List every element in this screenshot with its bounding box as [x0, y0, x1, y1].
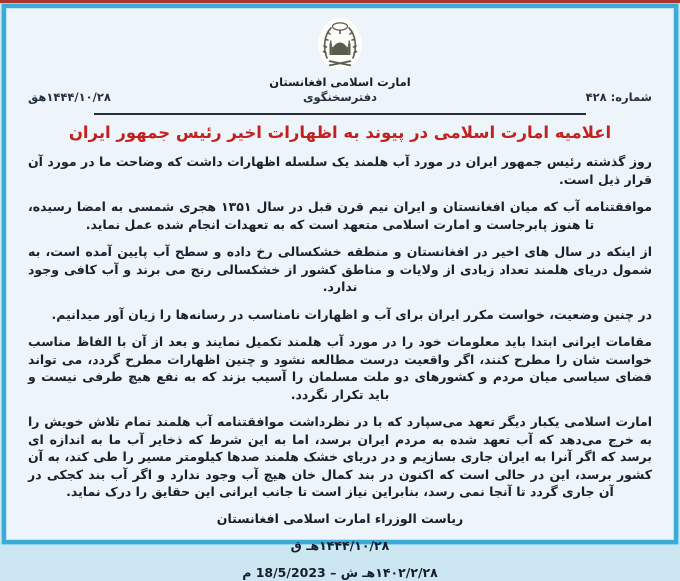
paragraph-5: مقامات ایرانی ابتدا باید معلومات خود را در مورد آب هلمند تکمیل نمایند و بعد از آن با الفاظ مناسب خواست شان را مطرح کنند، اگر واقعیت درست مطالعه نشود و چنین اظهارات مطرح گردد، می تواند فضای سیاسی میان مردم و کشورهای دو ملت مسلمان را آسیب بزند که به نفع هیچ طرفی نیست و باید تکرار نگردد.	[28, 334, 652, 402]
emblem-container	[28, 8, 652, 72]
islamic-emirate-emblem-icon	[317, 17, 363, 71]
org-name: امارت اسلامی افغانستان	[269, 75, 411, 89]
letter-number: شماره: ۴۲۸	[585, 90, 652, 104]
document-frame	[2, 4, 678, 580]
paragraph-3: از اینکه در سال های اخیر در افغانستان و منطقه خشکسالی رخ داده و سطح آب پایین آمده است، به شمول دریای هلمند تعداد زیادی از ولایات و مناطق کشور از خشکسالی رنج می برند و آب کافی وجود ندارد.	[28, 244, 652, 294]
spokesman-office-label: دفترسخنگوی	[303, 90, 378, 104]
paragraph-6: امارت اسلامی یکبار دیگر تعهد می‌سپارد که با در نظرداشت موافقتنامه آب هلمند تمام تلاش خویش را به خرج می‌دهد که آب تعهد شده به مردم ایران برسد، اما به این شرط که ذخایر آب ما به اندازه ای برسد که اگر آنرا به ایران جاری بسازیم و در دریای خشک هلمند صدها کیلومتر مسیر را طی کند، به آن کشور برسد، این در حالی است که اکنون در بند کمال خان هیچ آب وجود ندارد و اگر آب بند کجکی در آن جاری گردد تا آنجا نمی رسد، بنابراین نیاز است تا جانب ایرانی این حقایق را درک نماید.	[28, 414, 652, 499]
paragraph-2: موافقتنامه آب که میان افغانستان و ایران نیم قرن قبل در سال ۱۳۵۱ هجری شمسی به امضا رسیده، تا هنوز پابرجاست و امارت اسلامی متعهد است که به تعهدات انجام شده عمل نماید.	[28, 199, 652, 232]
paragraph-4: در چنین وضعیت، خواست مکرر ایران برای آب و اظهارات نامناسب در رسانه‌ها را زیان آور میدانیم.	[51, 306, 652, 322]
signature-line: ریاست الوزراء امارت اسلامی افغانستان	[216, 510, 464, 526]
document-content	[6, 8, 674, 580]
footer-date-hijri-qamari: ۱۴۴۴/۱۰/۲۸هـ ق	[290, 537, 390, 553]
letter-date-hijri: ۱۴۴۴/۱۰/۲۸هق	[28, 90, 111, 104]
top-red-strip	[0, 0, 680, 3]
statement-body	[28, 153, 652, 501]
footer-date-shamsi-gregorian: ۱۴۰۲/۲/۲۸هـ ش – 18/5/2023 م	[242, 564, 438, 580]
statement-title: اعلامیه امارت اسلامی در پیوند به اظهارات اخیر رئیس جمهور ایران	[68, 123, 612, 142]
paragraph-1: روز گذشته رئیس جمهور ایران در مورد آب هلمند یک سلسله اظهارات داشت که وضاحت ما در مورد آن قرار ذیل است.	[28, 154, 652, 187]
letterhead-row	[28, 90, 652, 104]
header-divider	[94, 113, 587, 115]
